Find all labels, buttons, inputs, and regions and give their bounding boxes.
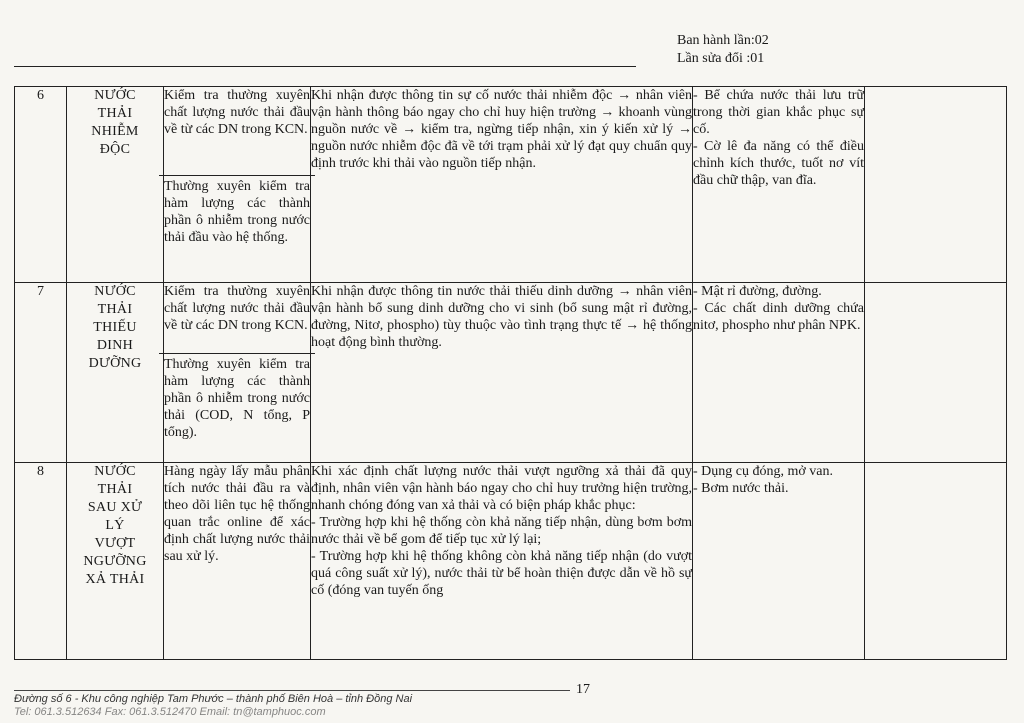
issue-number: Ban hành lần:02: [677, 33, 769, 48]
table-row: [15, 463, 1007, 660]
check-item: Kiểm tra thường xuyên chất lượng nước thải đầu về từ các DN trong KCN.: [164, 284, 310, 333]
header-rule: [14, 66, 636, 67]
check-measures: [164, 283, 311, 463]
notes-cell: [865, 463, 1007, 660]
incident-name: NƯỚC THẢI SAU XỬ LÝ VƯỢT NGƯỠNG XẢ THẢI: [67, 463, 164, 660]
page-number: 17: [576, 682, 590, 697]
table-row: [15, 87, 1007, 283]
check-item: Thường xuyên kiểm tra hàm lượng các thành phần ô nhiễm trong nước thải (COD, N tổng, P tổng).: [164, 357, 310, 440]
response-action: Khi nhận được thông tin sự cố nước thải nhiễm độc → nhân viên vận hành thông báo ngay cho chỉ huy hiện trường → khoanh vùng nguồn nước về → kiểm tra, ngừng tiếp nhận, xin ý kiến xử lý → nguồn nước nhiễm độc đã về tới trạm phải xử lý đạt quy chuẩn quy định trước khi thải vào nguồn tiếp nhận.: [311, 87, 693, 283]
equipment: - Mật rỉ đường, đường. - Các chất dinh dưỡng chứa nitơ, phospho như phân NPK.: [693, 283, 865, 463]
incident-name: NƯỚC THẢI THIẾU DINH DƯỠNG: [67, 283, 164, 463]
check-measures: [164, 87, 311, 283]
response-action: Khi xác định chất lượng nước thải vượt ngưỡng xả thải đã quy định, nhân viên vận hành báo ngay cho chỉ huy trưởng hiện trường, nhanh chóng đóng van xả thải và có biện pháp khắc phục: - Trường hợp khi hệ thống còn khả năng tiếp nhận, dùng bơm bơm nước thải về bể gom để tiếp tục xử lý lại; - Trường hợp khi hệ thống không còn khả năng tiếp nhận (do vượt quá công suất xử lý), nước thải từ bể hoàn thiện được dẫn về hồ sự cố (đóng van tuyến ống: [311, 463, 693, 660]
equipment: - Dụng cụ đóng, mở van. - Bơm nước thải.: [693, 463, 865, 660]
notes-cell: [865, 283, 1007, 463]
footer-contact: Tel: 061.3.512634 Fax: 061.3.512470 Email: tn@tamphuoc.com: [14, 706, 326, 718]
notes-cell: [865, 87, 1007, 283]
check-item: Kiểm tra thường xuyên chất lượng nước thải đầu về từ các DN trong KCN.: [164, 88, 310, 137]
row-number: 8: [15, 463, 67, 660]
table-row: [15, 283, 1007, 463]
check-measures: [164, 463, 311, 660]
equipment: - Bể chứa nước thải lưu trữ trong thời gian khắc phục sự cố. - Cờ lê đa năng có thể điều chỉnh kích thước, tuốt nơ vít đầu chữ thập, van đĩa.: [693, 87, 865, 283]
document-header: [677, 32, 769, 68]
row-number: 7: [15, 283, 67, 463]
incident-response-table: [14, 86, 1007, 660]
check-item: Hàng ngày lấy mẫu phân tích nước thải đầu ra và theo dõi liên tục hệ thống quan trắc online để xác định chất lượng nước thải sau xử lý.: [164, 464, 310, 564]
check-item: Thường xuyên kiểm tra hàm lượng các thành phần ô nhiễm trong nước thải đầu vào hệ thống.: [164, 179, 310, 245]
footer-rule: [14, 690, 570, 691]
row-number: 6: [15, 87, 67, 283]
incident-name: NƯỚC THẢI NHIỄM ĐỘC: [67, 87, 164, 283]
response-action: Khi nhận được thông tin nước thải thiếu dinh dưỡng → nhân viên vận hành bổ sung dinh dưỡng cho vi sinh (bổ sung mật rỉ đường, đường, Nitơ, phospho) tùy thuộc vào tình trạng thực tế → hệ thống hoạt động bình thường.: [311, 283, 693, 463]
revision-number: Lần sửa đổi :01: [677, 51, 765, 66]
footer-address: Đường số 6 - Khu công nghiệp Tam Phước – thành phố Biên Hoà – tỉnh Đồng Nai: [14, 693, 413, 705]
